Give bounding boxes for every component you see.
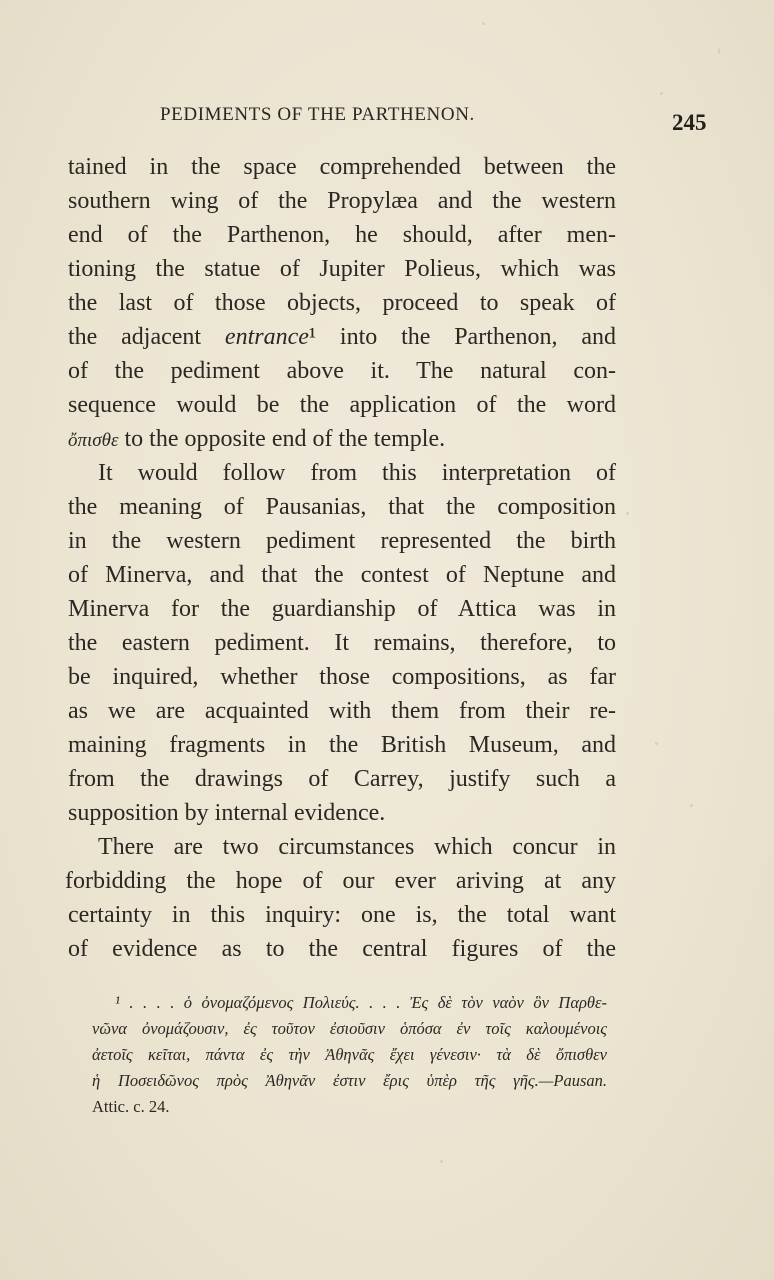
footnote-line: ¹ . . . . ὁ ὀνομαζόμενος Πολιεύς. . . . Ἐς δὲ τὸν ναὸν ὃν Παρθε-: [115, 993, 607, 1012]
text-run: ¹ into the Parthenon, and: [308, 324, 616, 350]
text-line: supposition by internal evidence.: [68, 800, 386, 826]
paragraph-first-line: There are two circumstances which concur in: [98, 834, 616, 860]
text-line: the meaning of Pausanias, that the composition: [68, 494, 616, 520]
paper-speck: [655, 742, 658, 745]
running-head: PEDIMENTS OF THE PARTHENON.: [160, 104, 475, 125]
body-text: [65, 150, 616, 966]
text-line: of evidence as to the central figures of the: [68, 936, 616, 962]
text-line: in the western pediment represented the birth: [68, 528, 616, 554]
text-line: the eastern pediment. It remains, therefore, to: [68, 630, 616, 656]
text-line: of Minerva, and that the contest of Neptune and: [68, 562, 616, 588]
text-line: of the pediment above it. The natural con-: [68, 358, 616, 384]
text-line: forbidding the hope of our ever ariving at any: [65, 868, 616, 894]
text-line: maining fragments in the British Museum, and: [68, 732, 616, 758]
paper-speck: [718, 48, 720, 54]
footnote-line: Attic. c. 24.: [92, 1097, 170, 1116]
text-line: southern wing of the Propylæa and the western: [68, 188, 616, 214]
text-line: as we are acquainted with them from their re-: [68, 698, 616, 724]
page-number: 245: [672, 110, 707, 135]
italic-entrance: entrance: [224, 324, 309, 350]
text-line: be inquired, whether those compositions, as far: [68, 664, 616, 690]
footnote-line: νῶνα ὀνομάζουσιν, ἐς τοῦτον ἐσιοῦσιν ὁπόσα ἐν τοῖς καλουμένοις: [92, 1019, 607, 1038]
paper-speck: [690, 804, 693, 807]
text-line: sequence would be the application of the word: [68, 392, 616, 418]
text-line: from the drawings of Carrey, justify such a: [68, 766, 616, 792]
text-line: certainty in this inquiry: one is, the total want: [68, 902, 616, 928]
footnote: [92, 990, 607, 1120]
greek-word: ὄπισθε: [68, 430, 119, 451]
paper-speck: [482, 22, 485, 25]
text-line: tained in the space comprehended between the: [68, 154, 616, 180]
text-line: Minerva for the guardianship of Attica was in: [68, 596, 616, 622]
paper-speck: [626, 512, 629, 515]
text-line-entrance: [68, 320, 616, 354]
footnote-line: ἀετοῖς κεῖται, πάντα ἐς τὴν Ἀθηνᾶς ἔχει γένεσιν· τὰ δὲ ὄπισθεν: [92, 1045, 607, 1064]
text-line: end of the Parthenon, he should, after men-: [68, 222, 616, 248]
text-run: the adjacent: [68, 324, 225, 350]
text-run: to the opposite end of the temple.: [118, 426, 446, 452]
paper-speck: [440, 1160, 443, 1163]
paper-speck: [660, 92, 663, 95]
text-line: the last of those objects, proceed to speak of: [68, 290, 616, 316]
footnote-line: ἡ Ποσειδῶνος πρὸς Ἀθηνᾶν ἐστιν ἔρις ὑπὲρ τῆς γῆς.—Pausan.: [92, 1071, 607, 1090]
text-line-greek-word: [68, 422, 616, 456]
paragraph-first-line: It would follow from this interpretation of: [98, 460, 616, 486]
text-line: tioning the statue of Jupiter Polieus, which was: [68, 256, 616, 282]
